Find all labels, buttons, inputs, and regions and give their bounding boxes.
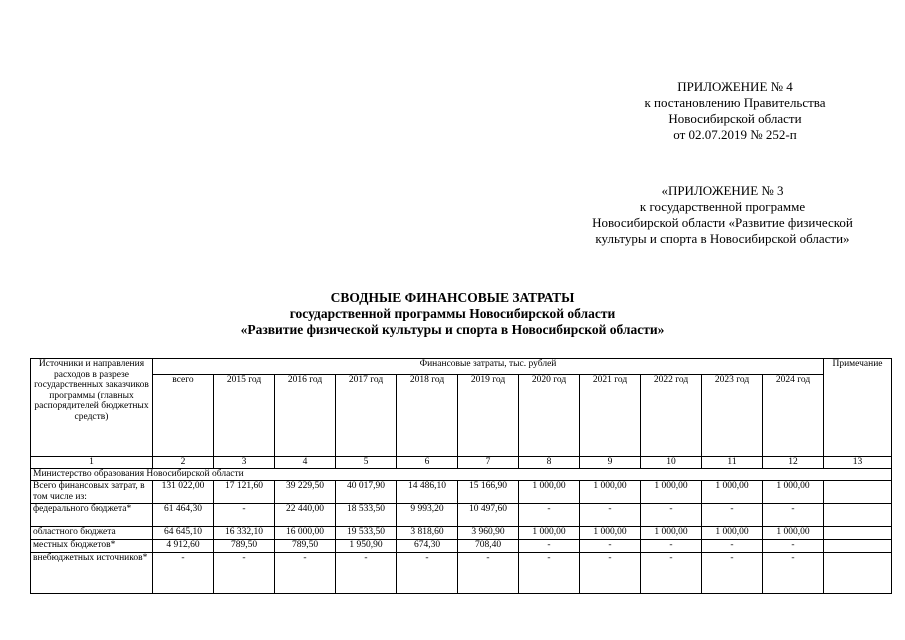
- subheader-cell: 2020 год: [519, 375, 580, 457]
- note-cell: [824, 527, 892, 540]
- table-cell: -: [702, 504, 763, 527]
- row-label: Всего финансовых затрат, в том числе из:: [31, 481, 153, 504]
- document-title: [0, 290, 905, 338]
- table-cell: 789,50: [214, 540, 275, 553]
- subheader-cell: 2016 год: [275, 375, 336, 457]
- ministry-row: Министерство образования Новосибирской области: [31, 469, 892, 481]
- table-cell: -: [580, 553, 641, 594]
- table-row: [31, 553, 892, 594]
- note-cell: [824, 540, 892, 553]
- table-cell: 4 912,60: [153, 540, 214, 553]
- appendix-4-line3: Новосибирской области: [668, 111, 802, 126]
- column-number-cell: 5: [336, 457, 397, 469]
- subheader-cell: 2015 год: [214, 375, 275, 457]
- table-cell: 22 440,00: [275, 504, 336, 527]
- table-cell: 1 000,00: [702, 527, 763, 540]
- table-cell: 1 000,00: [519, 527, 580, 540]
- financial-table: [30, 358, 892, 594]
- table-cell: -: [336, 553, 397, 594]
- table-cell: 39 229,50: [275, 481, 336, 504]
- table-cell: -: [763, 553, 824, 594]
- appendix-3-line1: «ПРИЛОЖЕНИЕ № 3: [661, 183, 784, 198]
- header-note: Примечание: [824, 359, 892, 457]
- table-row: [31, 481, 892, 504]
- appendix-3-block: [560, 183, 885, 247]
- table-cell: -: [641, 504, 702, 527]
- subheader-row: [31, 375, 892, 457]
- table-cell: -: [580, 540, 641, 553]
- table-row: [31, 504, 892, 527]
- column-number-cell: 3: [214, 457, 275, 469]
- appendix-3-line3: Новосибирской области «Развитие физической: [592, 215, 853, 230]
- table-cell: 10 497,60: [458, 504, 519, 527]
- column-number-cell: 11: [702, 457, 763, 469]
- appendix-4-line4: от 02.07.2019 № 252-п: [673, 127, 797, 142]
- table-cell: -: [519, 553, 580, 594]
- table-cell: -: [275, 553, 336, 594]
- table-cell: 40 017,90: [336, 481, 397, 504]
- table-cell: -: [763, 504, 824, 527]
- row-label: внебюджетных источников*: [31, 553, 153, 594]
- table-cell: 1 000,00: [763, 481, 824, 504]
- table-cell: 64 645,10: [153, 527, 214, 540]
- appendix-4-line2: к постановлению Правительства: [644, 95, 826, 110]
- table-cell: 708,40: [458, 540, 519, 553]
- subheader-cell: 2022 год: [641, 375, 702, 457]
- subheader-cell: 2019 год: [458, 375, 519, 457]
- table-cell: -: [153, 553, 214, 594]
- table-cell: -: [641, 553, 702, 594]
- column-number-cell: 10: [641, 457, 702, 469]
- table-cell: 16 332,10: [214, 527, 275, 540]
- title-line3: «Развитие физической культуры и спорта в Новосибирской области»: [240, 322, 665, 337]
- table-cell: 19 533,50: [336, 527, 397, 540]
- row-label: федерального бюджета*: [31, 504, 153, 527]
- table-cell: 789,50: [275, 540, 336, 553]
- appendix-4-block: [600, 79, 870, 143]
- column-number-cell: 4: [275, 457, 336, 469]
- appendix-3-line4: культуры и спорта в Новосибирской области»: [595, 231, 850, 246]
- table-cell: 15 166,90: [458, 481, 519, 504]
- table-row: [31, 527, 892, 540]
- note-cell: [824, 553, 892, 594]
- table-cell: 1 000,00: [519, 481, 580, 504]
- table-cell: 9 993,20: [397, 504, 458, 527]
- table-cell: 1 000,00: [641, 481, 702, 504]
- column-number-cell: 9: [580, 457, 641, 469]
- table-cell: -: [702, 553, 763, 594]
- table-cell: 14 486,10: [397, 481, 458, 504]
- table-cell: -: [214, 504, 275, 527]
- subheader-cell: 2021 год: [580, 375, 641, 457]
- column-number-cell: 8: [519, 457, 580, 469]
- column-number-cell: 12: [763, 457, 824, 469]
- appendix-3-line2: к государственной программе: [639, 199, 806, 214]
- header-financial: Финансовые затраты, тыс. рублей: [153, 359, 824, 375]
- title-line1: СВОДНЫЕ ФИНАНСОВЫЕ ЗАТРАТЫ: [330, 290, 575, 305]
- table-cell: -: [580, 504, 641, 527]
- column-number-cell: 2: [153, 457, 214, 469]
- row-label: местных бюджетов*: [31, 540, 153, 553]
- table-cell: 674,30: [397, 540, 458, 553]
- table-cell: 16 000,00: [275, 527, 336, 540]
- subheader-cell: 2024 год: [763, 375, 824, 457]
- column-number-cell: 1: [31, 457, 153, 469]
- table-row: [31, 540, 892, 553]
- table-cell: 1 950,90: [336, 540, 397, 553]
- table-cell: 61 464,30: [153, 504, 214, 527]
- table-cell: 1 000,00: [580, 481, 641, 504]
- subheader-cell: всего: [153, 375, 214, 457]
- note-cell: [824, 504, 892, 527]
- note-cell: [824, 481, 892, 504]
- table-cell: 3 818,60: [397, 527, 458, 540]
- column-number-row: [31, 457, 892, 469]
- table-cell: 17 121,60: [214, 481, 275, 504]
- table-cell: -: [519, 540, 580, 553]
- table-cell: -: [702, 540, 763, 553]
- table-cell: 1 000,00: [763, 527, 824, 540]
- header-sources: Источники и направления расходов в разрезе государственных заказчиков программы (главных распорядителей бюджетных средств): [31, 359, 153, 457]
- row-label: областного бюджета: [31, 527, 153, 540]
- column-number-cell: 7: [458, 457, 519, 469]
- table-cell: 1 000,00: [641, 527, 702, 540]
- appendix-4-line1: ПРИЛОЖЕНИЕ № 4: [677, 79, 793, 94]
- title-line2: государственной программы Новосибирской области: [289, 306, 616, 321]
- table-cell: 18 533,50: [336, 504, 397, 527]
- table-cell: -: [641, 540, 702, 553]
- subheader-cell: 2023 год: [702, 375, 763, 457]
- table-cell: -: [458, 553, 519, 594]
- column-number-cell: 13: [824, 457, 892, 469]
- table-cell: -: [763, 540, 824, 553]
- table-cell: -: [519, 504, 580, 527]
- table-cell: 131 022,00: [153, 481, 214, 504]
- table-cell: 1 000,00: [580, 527, 641, 540]
- table-cell: 3 960,90: [458, 527, 519, 540]
- column-number-cell: 6: [397, 457, 458, 469]
- table-cell: -: [214, 553, 275, 594]
- table-cell: 1 000,00: [702, 481, 763, 504]
- table-cell: -: [397, 553, 458, 594]
- subheader-cell: 2017 год: [336, 375, 397, 457]
- subheader-cell: 2018 год: [397, 375, 458, 457]
